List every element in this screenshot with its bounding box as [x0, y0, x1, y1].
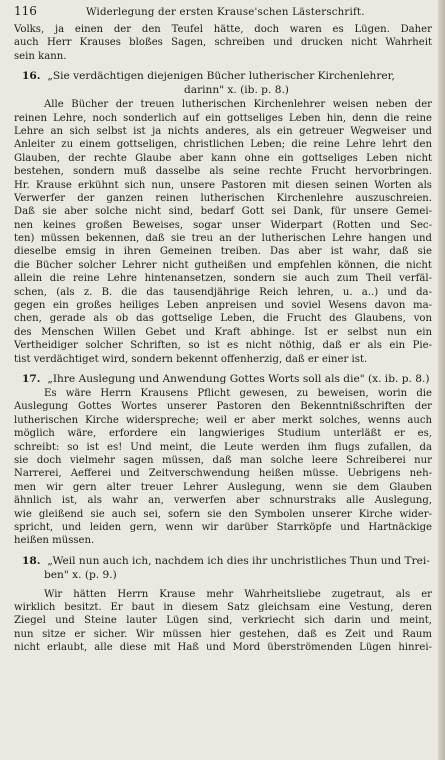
section-17 — [14, 373, 432, 548]
text-line: nun sitze er sicher. Wir müssen hier gestehen, daß es Zeit und Raum — [14, 628, 432, 640]
text-line: Wir hätten Herrn Krause mehr Wahrheitsliebe zugetraut, als er — [44, 588, 432, 600]
text-line: lutherischen Kirche widerspreche; weil er aber merkt solches, wenns auch — [14, 414, 432, 426]
section-number: 16. — [22, 70, 41, 83]
text-line: wirklich besitzt. Er baut in diesem Satz gleichsam eine Vestung, deren — [14, 602, 432, 614]
section-heading — [14, 70, 432, 84]
text-line: Hr. Krause erkühnt sich nun, unsere Pastoren mit diesen seinen Worten als — [14, 179, 432, 191]
section-heading-text: ben" x. (p. 9.) — [44, 568, 117, 581]
text-line: Volks, ja einen der den Teufel hätte, doch waren es Lügen. Daher — [14, 24, 432, 35]
text-line: Glauben, der rechte Glaube aber kann ohne ein gottseliges Leben nicht — [14, 152, 432, 164]
text-line: die Bücher solcher Lehrer nicht gutheißen und empfehlen können, die nicht — [14, 259, 432, 271]
text-line: chen, gerade als ob das gottselige Leben, die Frucht des Glaubens, von — [14, 313, 432, 325]
page-body — [14, 23, 432, 655]
page-edge-shadow — [438, 0, 445, 760]
text-line: Alle Bücher der treuen lutherischen Kirchenlehrer weisen neben der — [44, 99, 432, 111]
text-line: sie doch vielmehr sagen müssen, daß man solche leere Schreiberei nur — [14, 454, 432, 466]
text-line: ähnlich ist, als wahr an, verwerfen aber schnurstraks alle Auslegung, — [14, 495, 432, 507]
text-line: gegen ein großes heiliges Leben anpreisen und soviel Wesens davon ma- — [14, 300, 432, 312]
text-line: allein die reine Lehre hintenansetzen, sondern sie auch zum Theil verfäl- — [14, 273, 432, 285]
text-line: Daß sie aber solche nicht sind, bedarf Gott sei Dank, für unsere Gemei- — [14, 206, 432, 218]
text-line: ten) müssen bekennen, daß sie treu an der lutherischen Lehre hangen und — [14, 233, 432, 245]
text-line: sein kann. — [14, 50, 67, 62]
section-heading-text: „Ihre Auslegung und Anwendung Gottes Worts soll als die" (x. ib. p. 8.) — [47, 372, 430, 385]
page-number: 116 — [14, 4, 37, 18]
section-paragraph — [14, 98, 432, 366]
section-heading-text: „Weil nun auch ich, nachdem ich dies ihr unchristliches Thun und Trei- — [47, 554, 430, 567]
section-heading-text: darinn" x. (ib. p. 8.) — [184, 84, 289, 97]
text-line: dieselbe emsig in ihren Gemeinen treiben. Das aber ist wahr, daß sie — [14, 246, 432, 258]
text-line: nicht erlaubt, alle diese mit Haß und Mord überströmenden Lügen hinrei- — [14, 642, 432, 654]
section-number: 17. — [22, 372, 41, 385]
text-line: bestehen, sondern muß dasselbe als seine rechte Frucht hervorbringen. — [14, 166, 432, 178]
section-18 — [14, 555, 432, 655]
text-line: Anleiter zu einem gottseligen, christlichen Leben; die reine Lehre lehrt den — [14, 139, 432, 151]
text-line: schen, (als z. B. die das tausendjährige Reich lehren, u. a..) und da- — [14, 286, 432, 298]
page-header — [14, 5, 432, 21]
text-line: men wir gern alter treuer Lehrer Auslegung, wenn sie dem Glauben — [14, 481, 432, 493]
section-16 — [14, 70, 432, 366]
section-number: 18. — [22, 554, 41, 567]
section-heading — [14, 555, 432, 569]
text-line: Lehre an sich selbst ist ja nichts anderes, als ein getreuer Wegweiser und — [14, 125, 432, 137]
text-line: Ziegel und Steine lauter Lügen sind, verkriecht sich darin und meint, — [14, 615, 432, 627]
text-line: spricht, und leiden gern, wenn wir darüber Starrköpfe und Hartnäckige — [14, 521, 432, 533]
text-line: wie gleißend sie auch sei, sofern sie den Symbolen unserer Kirche wider- — [14, 508, 432, 520]
section-heading — [14, 373, 432, 387]
text-line: auch Herr Krauses bloßes Sagen, schreiben und drucken nicht Wahrheit — [14, 37, 432, 49]
text-line: Verwerfer der ganzen reinen lutherischen Kirchenlehre auszuschreien. — [14, 192, 432, 204]
text-line: reinen Lehre, noch sonderlich auf ein gottseliges Leben hin, denn die reine — [14, 112, 432, 124]
text-line: möglich wäre, erfordere ein langwieriges Studium unterläßt er es, — [14, 428, 432, 440]
running-title: Widerlegung der ersten Krause'schen Lästerschrift. — [86, 7, 365, 18]
text-line: Auslegung Gottes Wortes unserer Pastoren den Bekenntnißschriften der — [14, 401, 432, 413]
text-line: Narrerei, Aefferei und Zeitverschwendung heißen müsse. Uebrigens neh- — [14, 468, 432, 480]
text-line: nen keines großen Beweises, sogar unser Widerpart (Rotten und Sec- — [14, 219, 432, 231]
text-line: heißen müssen. — [14, 535, 95, 547]
section-heading-text: „Sie verdächtigen diejenigen Bücher lutherischer Kirchenlehrer, — [47, 70, 395, 83]
section-paragraph — [14, 588, 432, 655]
text-line: schreibt: so ist es! Und meint, die Leute werden ihm flugs zufallen, da — [14, 441, 432, 453]
text-line: Es wäre Herrn Krausens Pflicht gewesen, zu beweisen, worin die — [44, 387, 432, 399]
text-line: Vertheidiger solcher Schriften, so ist es nicht nöthig, daß er als ein Pie- — [14, 340, 432, 352]
intro-paragraph — [14, 23, 432, 63]
text-line: des Menschen Willen Gebet und Kraft abhinge. Ist er selbst nun ein — [14, 326, 432, 338]
text-line: tist verdächtiget wird, sondern bekennt offenherzig, daß er einer ist. — [14, 353, 368, 365]
section-paragraph — [14, 387, 432, 548]
